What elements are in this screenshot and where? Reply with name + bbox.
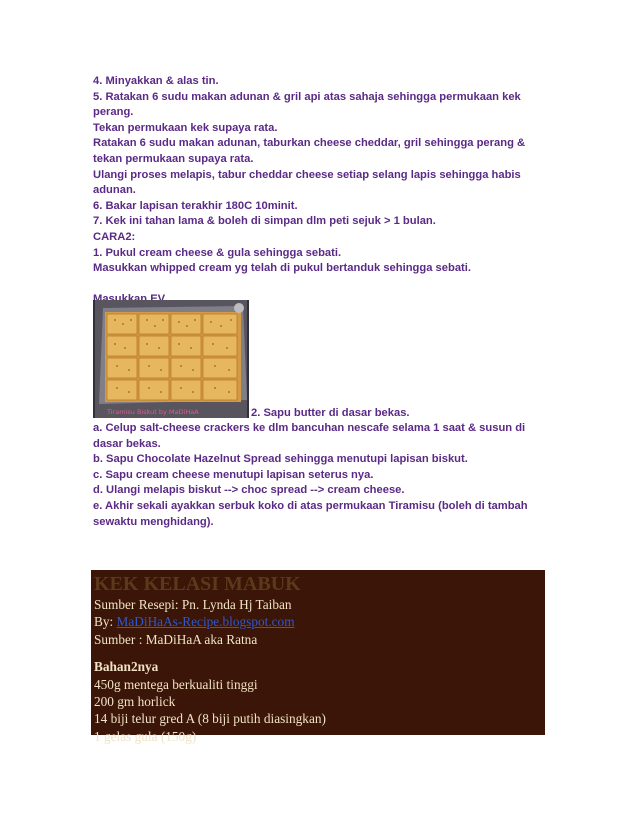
text-line: 5. Ratakan 6 sudu makan adunan & gril api atas sahaja sehingga permukaan kek	[93, 90, 521, 103]
text-line: 7. Kek ini tahan lama & boleh di simpan dlm peti sejuk > 1 bulan.	[93, 215, 436, 228]
svg-text:Tiramisu Biskut by MaDiHaA: Tiramisu Biskut by MaDiHaA	[107, 408, 199, 416]
spacer	[93, 277, 545, 293]
recipe-title: KEK KELASI MABUK	[94, 573, 301, 595]
text-line: Ulangi proses melapis, tabur cheddar cheese setiap selang lapis sehingga habis	[93, 168, 521, 181]
recipe-instructions	[93, 74, 545, 308]
photo-caption: 2. Sapu butter di dasar bekas.	[251, 407, 410, 419]
tiramisu-photo-image	[93, 300, 249, 418]
blog-link[interactable]: MaDiHaAs-Recipe.blogspot.com	[116, 614, 295, 630]
recipe-by	[91, 613, 545, 630]
ingredient-item: 200 gm horlick	[94, 694, 176, 710]
tiramisu-photo	[93, 300, 249, 418]
step-line: e. Akhir sekali ayakkan serbuk koko di atas permukaan Tiramisu (boleh di tambah	[93, 499, 528, 512]
step-line: b. Sapu Chocolate Hazelnut Spread sehingga menutupi lapisan biskut.	[93, 453, 468, 466]
step-line: dasar bekas.	[93, 437, 161, 450]
text-line: Ratakan 6 sudu makan adunan, taburkan cheese cheddar, gril sehingga perang &	[93, 137, 526, 150]
by-label: By:	[94, 614, 117, 630]
ingredient-item: 450g mentega berkualiti tinggi	[94, 676, 258, 692]
text-line: 1. Pukul cream cheese & gula sehingga sebati.	[93, 246, 342, 259]
text-line: Tekan permukaan kek supaya rata.	[93, 121, 278, 134]
ingredient-item: 1 gelas gula (150g)	[94, 728, 197, 744]
step-line: a. Celup salt-cheese crackers ke dlm bancuhan nescafe selama 1 saat & susun di	[93, 422, 526, 434]
ingredients-heading: Bahan2nya	[94, 659, 159, 675]
spacer	[91, 648, 545, 658]
step-line: d. Ulangi melapis biskut --> choc spread --> cream cheese.	[93, 484, 405, 497]
text-line: adunan.	[93, 184, 136, 197]
recipe-source-2: Sumber : MaDiHaA aka Ratna	[94, 631, 258, 647]
kek-kelasi-mabuk-section	[91, 570, 545, 744]
step-line: c. Sapu cream cheese menutupi lapisan seterus nya.	[93, 468, 374, 481]
ingredient-item: 14 biji telur gred A (8 biji putih diasingkan)	[94, 711, 326, 727]
text-line: tekan permukaan supaya rata.	[93, 152, 254, 165]
text-line: 4. Minyakkan & alas tin.	[93, 75, 219, 87]
text-line: perang.	[93, 106, 134, 119]
section-heading: CARA2:	[93, 230, 136, 243]
step-line: sewaktu menghidang).	[93, 515, 214, 528]
assembly-steps	[93, 421, 545, 530]
text-line: Masukkan whipped cream yg telah di pukul bertanduk sehingga sebati.	[93, 262, 471, 275]
text-line: 6. Bakar lapisan terakhir 180C 10minit.	[93, 199, 298, 212]
photo-row	[93, 300, 553, 420]
recipe-source: Sumber Resepi: Pn. Lynda Hj Taiban	[94, 597, 292, 612]
